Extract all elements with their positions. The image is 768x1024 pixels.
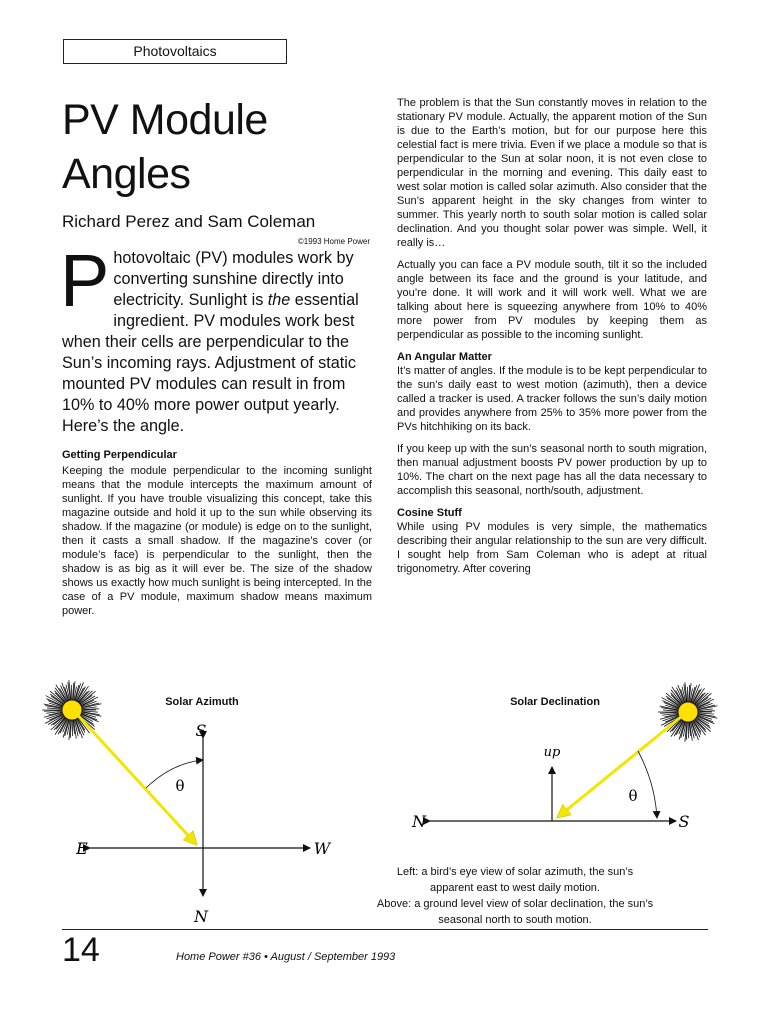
heading-cosine-stuff: Cosine Stuff bbox=[397, 507, 462, 519]
figure-caption bbox=[350, 864, 680, 928]
paragraph-angular-matter-2: If you keep up with the sun’s seasonal north to south migration, then manual adjustment boosts PV power production by up to 10%. The chart on the next page has all the data necessary to accomplish this seasonal, north/south, adjustment. bbox=[397, 443, 707, 497]
azimuth-label-theta: θ bbox=[175, 777, 185, 795]
title-line-2: Angles bbox=[62, 150, 191, 198]
paragraph-cosine-stuff: While using PV modules is very simple, the mathematics describing their angular relationship to the sun are very difficult. I sought help from Sam Coleman who is adept at ritual trigonometry. After covering bbox=[397, 521, 707, 575]
caption-line-2: apparent east to west daily motion. bbox=[430, 882, 600, 894]
section-getting-perpendicular bbox=[62, 448, 372, 618]
caption-line-1: Left: a bird’s eye view of solar azimuth, the sun’s bbox=[396, 866, 634, 878]
declination-angle-arc bbox=[638, 751, 657, 818]
issue-info: Home Power #36 • August / September 1993 bbox=[176, 951, 396, 963]
authors: Richard Perez and Sam Coleman bbox=[62, 212, 316, 231]
copyright: ©1993 Home Power bbox=[297, 237, 370, 246]
declination-label-theta: θ bbox=[628, 787, 638, 805]
heading-angular-matter: An Angular Matter bbox=[397, 351, 492, 363]
declination-label-up: up bbox=[543, 745, 561, 760]
footer-rule bbox=[62, 929, 708, 930]
azimuth-label-e: E bbox=[76, 839, 88, 858]
declination-label-n: N bbox=[412, 812, 426, 831]
article-title bbox=[62, 93, 362, 201]
right-column bbox=[397, 96, 707, 576]
title-line-1: PV Module bbox=[62, 96, 268, 144]
azimuth-diagram-title: Solar Azimuth bbox=[165, 696, 239, 708]
azimuth-label-w: W bbox=[313, 839, 331, 858]
azimuth-diagram bbox=[42, 680, 332, 926]
caption-line-4: seasonal north to south motion. bbox=[438, 914, 592, 926]
drop-cap: P bbox=[60, 239, 110, 322]
paragraph-angular-matter-1: It’s matter of angles. If the module is to be kept perpendicular to the sun’s daily east to west motion (azimuth), then a device called a tracker is used. A tracker follows the sun’s daily motion and provides anywhere from 25% to 35% more power from the PVs hitchhiking on its back. bbox=[397, 365, 707, 433]
declination-diagram bbox=[411, 682, 717, 831]
azimuth-label-s: S bbox=[195, 721, 207, 740]
azimuth-label-n: N bbox=[194, 907, 208, 926]
declination-sun-ray bbox=[558, 712, 687, 817]
declination-diagram-title: Solar Declination bbox=[510, 696, 600, 708]
heading-getting-perpendicular: Getting Perpendicular bbox=[62, 449, 177, 461]
paragraph-face-south: Actually you can face a PV module south, tilt it so the included angle between its face and the ground is your latitude, and you’re done. It will work and it will work well. What we are talking about here is squeezing anywhere from 10% to 40% more power from PV modules by keeping them as perpendicular as possible to the incoming sunlight. bbox=[397, 259, 707, 341]
lede-part-1: hotovoltaic (PV) modules work by converting sunshine directly into electricity. Sunlight is bbox=[113, 249, 354, 309]
declination-label-s: S bbox=[678, 812, 690, 831]
caption-line-3: Above: a ground level view of solar declination, the sun’s bbox=[376, 898, 654, 910]
lede-part-2: essential ingredient. PV modules work best when their cells are perpendicular to the Sun’s incoming rays. Adjustment of static mounted PV modules can result in from 10% to 40% more power output yearly. Here’s the angle. bbox=[62, 291, 359, 435]
page-number: 14 bbox=[62, 931, 100, 969]
lede-emphasis: the bbox=[267, 291, 291, 309]
section-tag: Photovoltaics bbox=[63, 39, 287, 64]
sun-icon bbox=[658, 682, 717, 742]
paragraph-sun-motion: The problem is that the Sun constantly moves in relation to the stationary PV module. Actually, the apparent motion of the Sun is due to the Earth’s motion, but for our purpose here this celestial fact is mere trivia. Even if we place a module so that is perpendicular to the Sun at solar noon, it is not even close to perpendicular in the morning and evening. This daily east to west solar motion is called solar azimuth. Also consider that the Sun’s apparent height in the sky changes from winter to summer. This yearly north to south solar motion is called solar declination. And you thought solar power was simple. Well, it really is… bbox=[397, 97, 707, 249]
paragraph-getting-perpendicular: Keeping the module perpendicular to the incoming sunlight means that the module intercepts the maximum amount of sunlight. If you have trouble visualizing this concept, take this magazine outside and hold it up to the sun while observing its shadow. If the magazine (or module) is edge on to the sunlight, then it casts a small shadow. If the magazine’s cover (or module’s face) is perpendicular to the sunlight, then the shadow is as big as it will ever be. The size of the shadow shows us exactly how much sunlight is being intercepted. In the case of a PV module, maximum shadow means maximum power. bbox=[62, 465, 372, 617]
